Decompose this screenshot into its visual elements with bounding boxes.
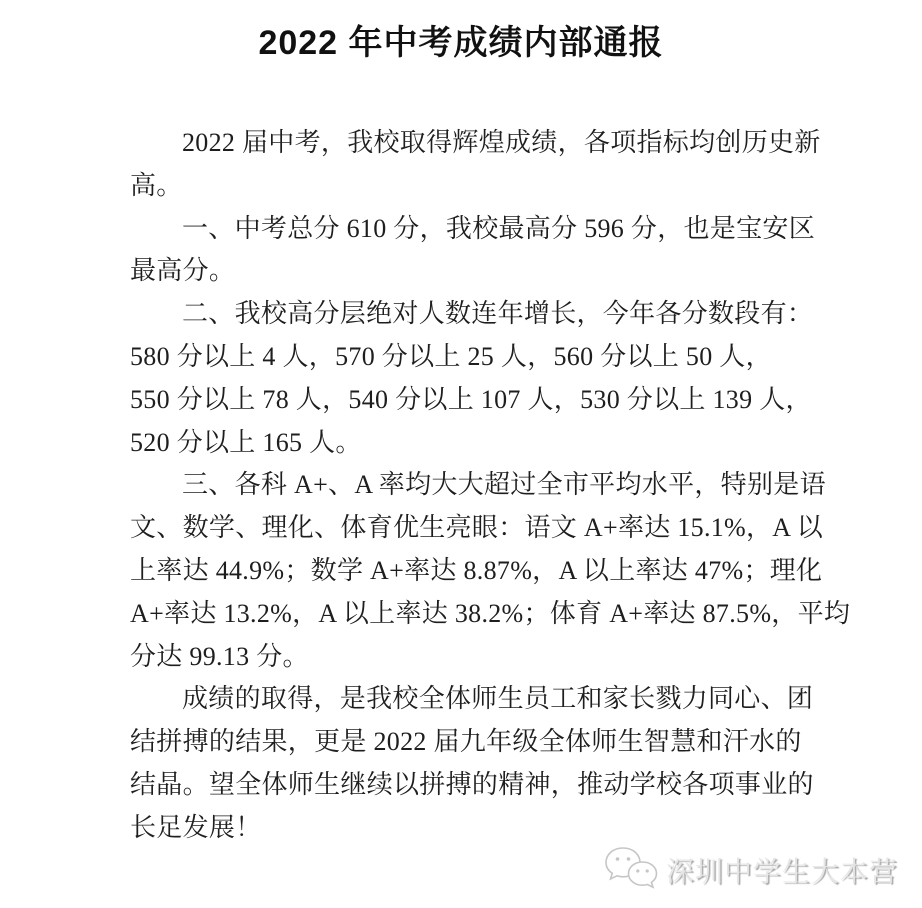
text-line: 文、数学、理化、体育优生亮眼：语文 A+率达 15.1%，A 以 xyxy=(130,513,824,543)
text-line: 520 分以上 165 人。 xyxy=(130,427,362,457)
text-line: A+率达 13.2%，A 以上率达 38.2%；体育 A+率达 87.5%，平均 xyxy=(130,598,851,628)
text-line: 结拼搏的结果，更是 2022 届九年级全体师生智慧和汗水的 xyxy=(130,727,802,757)
watermark xyxy=(603,845,898,895)
document-title: 2022 年中考成绩内部通报 xyxy=(258,24,664,62)
text-line: 上率达 44.9%；数学 A+率达 8.87%，A 以上率达 47%；理化 xyxy=(130,555,823,585)
text-line: 三、各科 A+、A 率均大大超过全市平均水平，特别是语 xyxy=(182,470,826,500)
wechat-icon xyxy=(603,845,659,895)
document-body xyxy=(0,122,922,850)
text-line: 长足发展！ xyxy=(130,812,262,842)
text-line: 结晶。望全体师生继续以拼搏的精神，推动学校各项事业的 xyxy=(130,769,814,799)
text-line: 分达 99.13 分。 xyxy=(130,641,309,671)
text-line: 高。 xyxy=(130,170,183,200)
text-line: 一、中考总分 610 分，我校最高分 596 分，也是宝安区 xyxy=(182,213,816,243)
text-line: 2022 届中考，我校取得辉煌成绩，各项指标均创历史新 xyxy=(182,128,821,157)
text-line: 550 分以上 78 人，540 分以上 107 人，530 分以上 139 人， xyxy=(130,384,812,414)
text-line: 580 分以上 4 人，570 分以上 25 人，560 分以上 50 人， xyxy=(130,341,772,371)
text-line: 成绩的取得，是我校全体师生员工和家长戮力同心、团 xyxy=(182,684,814,714)
text-line: 二、我校高分层绝对人数连年增长，今年各分数段有： xyxy=(182,299,814,329)
text-line: 最高分。 xyxy=(130,256,236,286)
watermark-label: 深圳中学生大本营 xyxy=(665,856,898,887)
